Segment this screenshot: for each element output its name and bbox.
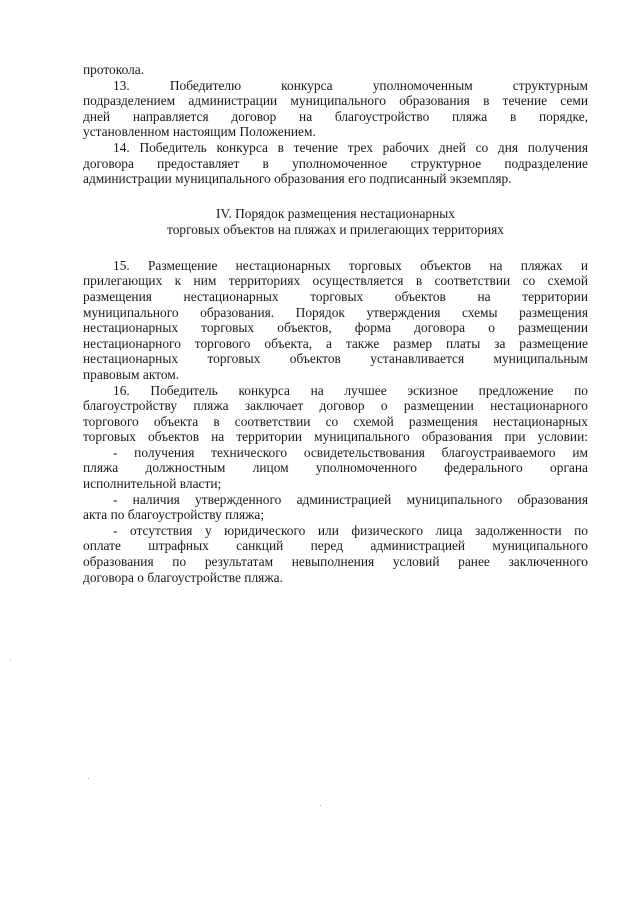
text-line: - отсутствия у юридического или физического лица задолженности по — [113, 522, 588, 538]
document-body — [83, 62, 588, 585]
text-line: муниципального образования. Порядок утверждения схемы размещения — [83, 304, 588, 320]
text-line: прилегающих к ним территориях осуществляется в соответствии со схемой — [83, 273, 588, 289]
condition-2 — [83, 492, 588, 523]
text-line: подразделением администрации муниципального образования в течение семи — [83, 93, 588, 109]
text-line: 14. Победитель конкурса в течение трех рабочих дней со дня получения — [113, 139, 588, 155]
scan-speck — [88, 778, 89, 779]
scan-speck — [10, 660, 11, 661]
text-line: торговых объектов на территории муниципального образования при условии: — [83, 429, 588, 445]
text-line: договора предоставляет в уполномоченное структурное подразделение — [83, 155, 588, 171]
paragraph-13 — [83, 78, 588, 140]
text-line: дней направляется договор на благоустройство пляжа в порядке, — [83, 108, 588, 124]
text-line: нестационарных торговых объектов, форма договора о размещении — [83, 320, 588, 336]
text-line: оплате штрафных санкций перед администрацией муниципального — [83, 538, 588, 554]
paragraph-continuation — [83, 62, 588, 78]
section-heading-line: торговых объектов на пляжах и прилегающих территориях — [167, 221, 504, 237]
text-line: 13. Победителю конкурса уполномоченным структурным — [113, 77, 588, 93]
section-heading-line: IV. Порядок размещения нестационарных — [216, 205, 455, 221]
section-heading — [83, 206, 588, 238]
text-line: протокола. — [83, 62, 145, 77]
text-line: образования по результатам невыполнения условий ранее заключенного — [83, 554, 588, 570]
text-line: исполнительной власти; — [83, 476, 222, 492]
text-line: пляжа должностным лицом уполномоченного федерального органа — [83, 460, 588, 476]
text-line: правовым актом. — [83, 366, 180, 382]
paragraph-16 — [83, 383, 588, 445]
condition-3 — [83, 523, 588, 585]
text-line: благоустройству пляжа заключает договор о размещении нестационарного — [83, 398, 588, 414]
text-line: установленном настоящим Положением. — [83, 124, 316, 140]
text-line: договора о благоустройстве пляжа. — [83, 569, 283, 585]
text-line: нестационарных торговых объектов устанавливается муниципальным — [83, 351, 588, 367]
text-line: администрации муниципального образования его подписанный экземпляр. — [83, 171, 512, 187]
text-line: - получения технического освидетельствования благоустраиваемого им — [113, 444, 588, 460]
paragraph-14 — [83, 140, 588, 187]
text-line: размещения нестационарных торговых объектов на территории — [83, 288, 588, 304]
text-line: акта по благоустройству пляжа; — [83, 507, 265, 523]
condition-1 — [83, 445, 588, 492]
paragraph-15 — [83, 258, 588, 383]
scan-speck — [320, 805, 321, 806]
text-line: нестационарного торгового объекта, а также размер платы за размещение — [83, 335, 588, 351]
text-line: 15. Размещение нестационарных торговых объектов на пляжах и — [113, 257, 588, 273]
text-line: - наличия утвержденного администрацией муниципального образования — [113, 491, 588, 507]
text-line: торгового объекта в соответствии со схемой размещения нестационарных — [83, 413, 588, 429]
text-line: 16. Победитель конкурса на лучшее эскизное предложение по — [113, 382, 588, 398]
